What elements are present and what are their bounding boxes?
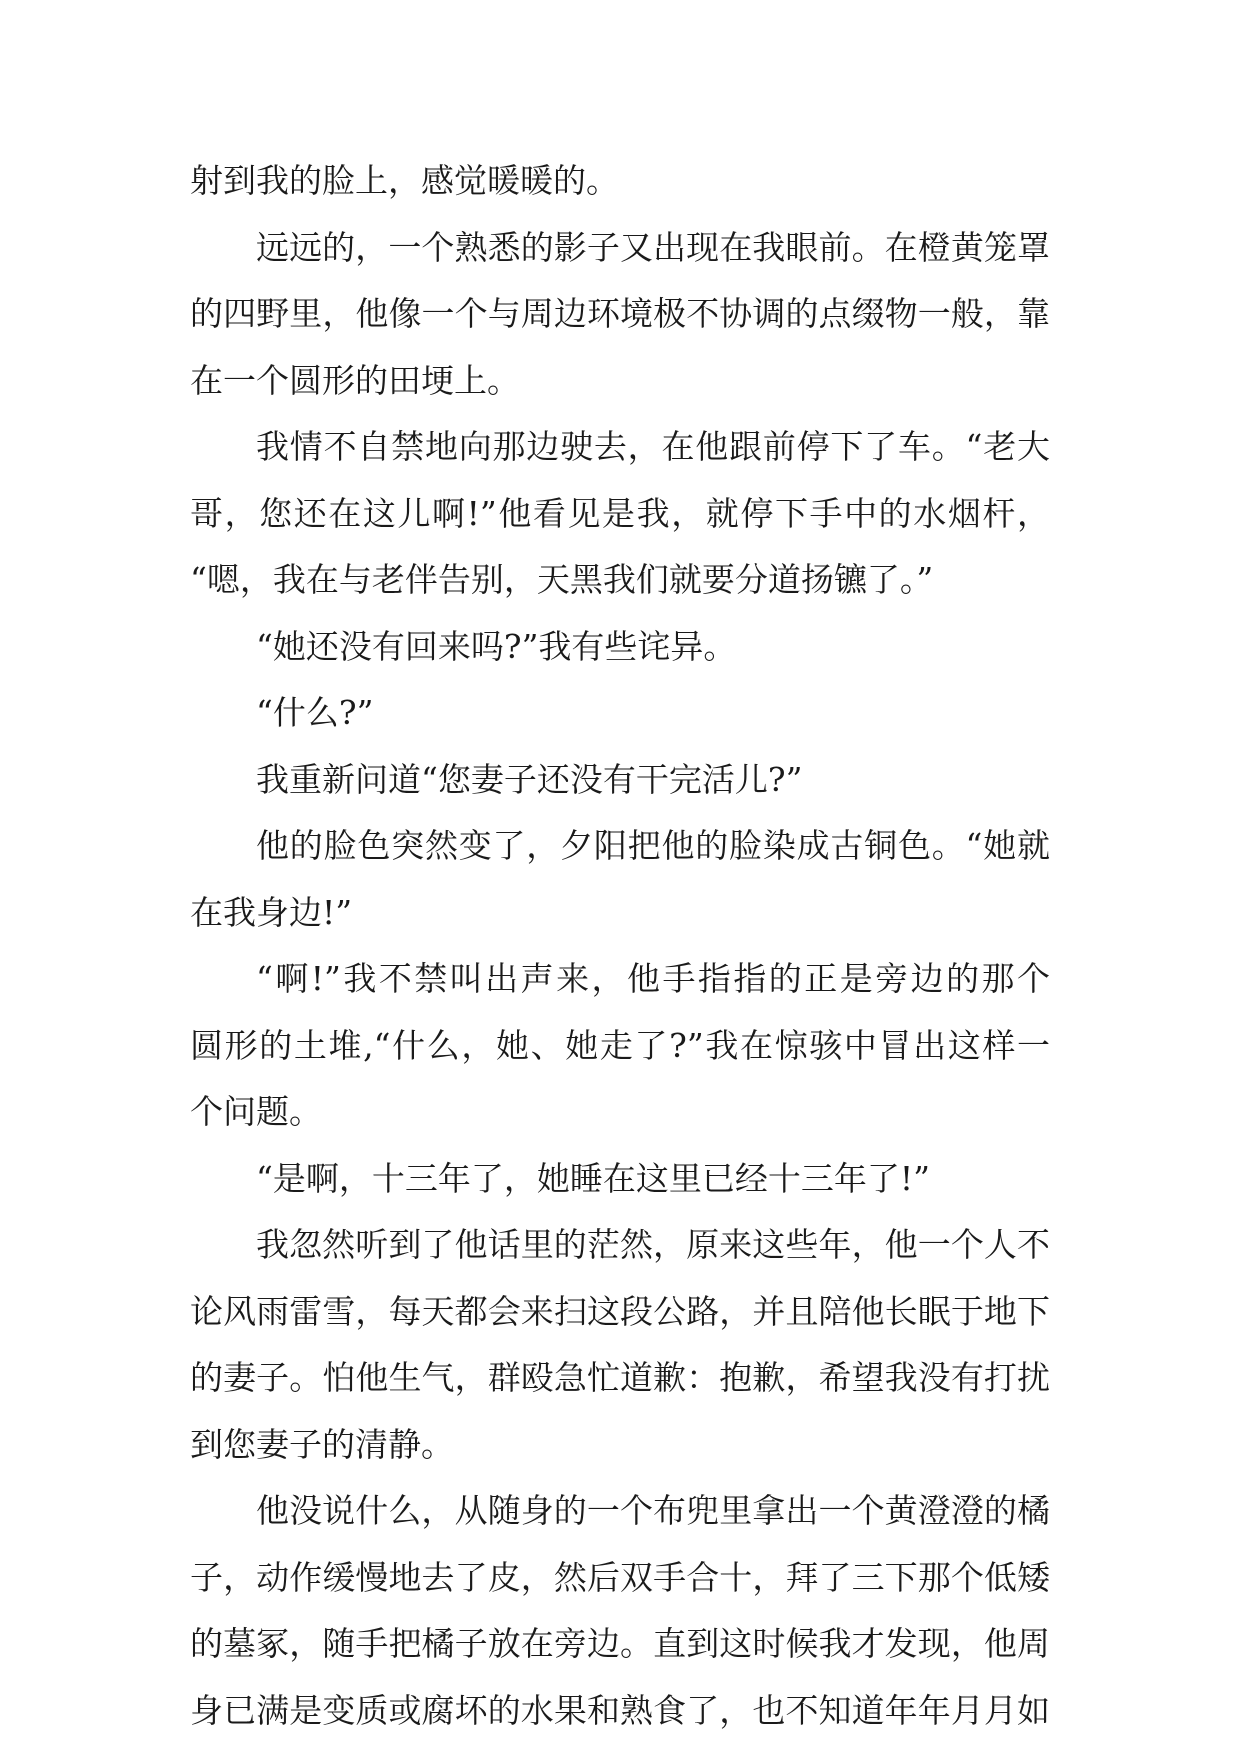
text-line: 我情不自禁地向那边驶去，在他跟前停下了车。“老大: [256, 427, 1050, 466]
text-line: 在我身边!”: [190, 892, 353, 932]
text-line: “啊!”我不禁叫出声来，他手指指的正是旁边的那个: [256, 959, 1050, 998]
text-line: 我重新问道“您妻子还没有干完活儿?”: [256, 759, 803, 799]
text-line: 他的脸色突然变了，夕阳把他的脸染成古铜色。“她就: [256, 826, 1050, 865]
body-text: [190, 148, 1050, 1744]
text-line: 在一个圆形的田埂上。: [190, 360, 520, 400]
text-line: 到您妻子的清静。: [190, 1424, 454, 1464]
text-line: “什么?”: [256, 693, 374, 732]
text-line: 的墓冢，随手把橘子放在旁边。直到这时候我才发现，他周: [190, 1624, 1050, 1663]
text-line: 圆形的土堆,“什么，她、她走了?”我在惊骇中冒出这样一: [190, 1025, 1050, 1065]
text-line: “嗯，我在与老伴告别，天黑我们就要分道扬镳了。”: [190, 560, 934, 599]
text-line: 哥，您还在这儿啊!”他看见是我，就停下手中的水烟杆，: [190, 493, 1050, 533]
text-line: 的妻子。怕他生气，群殴急忙道歉：抱歉，希望我没有打扰: [190, 1358, 1050, 1397]
text-line: 他没说什么，从随身的一个布兜里拿出一个黄澄澄的橘: [256, 1491, 1050, 1530]
text-line: 子，动作缓慢地去了皮，然后双手合十，拜了三下那个低矮: [190, 1557, 1050, 1597]
text-line: “是啊，十三年了，她睡在这里已经十三年了!”: [256, 1158, 931, 1198]
text-line: 远远的，一个熟悉的影子又出现在我眼前。在橙黄笼罩: [256, 227, 1050, 267]
text-line: 论风雨雷雪，每天都会来扫这段公路，并且陪他长眠于地下: [190, 1291, 1050, 1331]
text-line: 我忽然听到了他话里的茫然，原来这些年，他一个人不: [256, 1225, 1050, 1264]
text-line: 射到我的脸上，感觉暖暖的。: [190, 161, 619, 200]
text-line: “她还没有回来吗?”我有些诧异。: [256, 626, 737, 666]
text-line: 个问题。: [190, 1092, 322, 1131]
text-line: 身已满是变质或腐坏的水果和熟食了，也不知道年年月月如: [190, 1690, 1050, 1730]
text-line: 的四野里，他像一个与周边环境极不协调的点缀物一般，靠: [190, 294, 1050, 333]
